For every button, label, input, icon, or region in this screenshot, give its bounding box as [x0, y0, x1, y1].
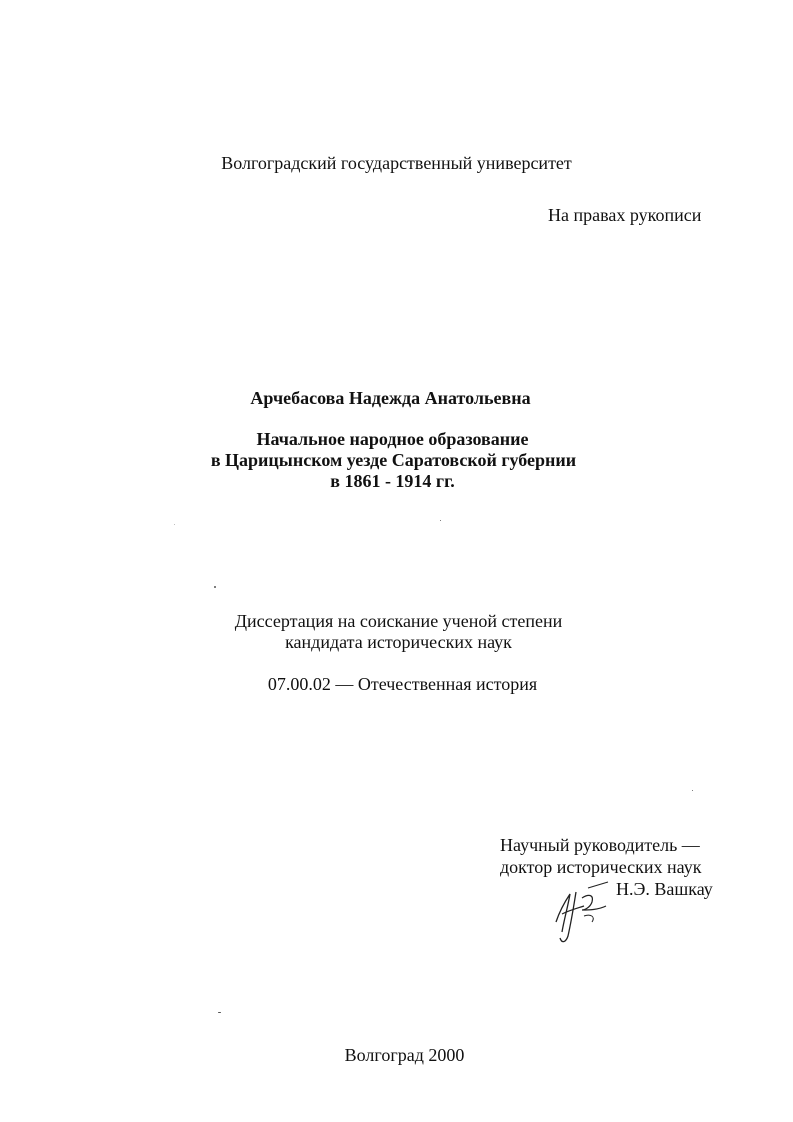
place-year: Волгоград 2000: [344, 1045, 465, 1065]
supervisor-block: [500, 834, 740, 900]
scan-speck: [214, 586, 216, 588]
scan-speck: [440, 520, 441, 521]
supervisor-role: Научный руководитель —: [500, 835, 700, 855]
title-line-2: в Царицынском уезде Саратовской губернии: [210, 450, 577, 470]
scan-speck: [692, 790, 693, 791]
author-name: Арчебасова Надежда Анатольевна: [250, 388, 531, 408]
scan-speck: [174, 524, 175, 525]
title-line-3: в 1861 - 1914 гг.: [330, 471, 455, 491]
dissertation-line-1: Диссертация на соискание ученой степени: [234, 611, 563, 631]
supervisor-name: Н.Э. Вашкау: [616, 879, 713, 899]
university-name: Волгоградский государственный университет: [221, 153, 572, 173]
manuscript-note: На правах рукописи: [548, 205, 702, 225]
title-line-1: Начальное народное образование: [256, 429, 529, 449]
dissertation-line-2: кандидата исторических наук: [285, 632, 512, 652]
supervisor-degree: доктор исторических наук: [500, 857, 702, 877]
signature-handwritten: [548, 880, 618, 950]
specialty-code: 07.00.02 — Отечественная история: [267, 674, 538, 694]
scan-speck: [218, 1012, 221, 1013]
